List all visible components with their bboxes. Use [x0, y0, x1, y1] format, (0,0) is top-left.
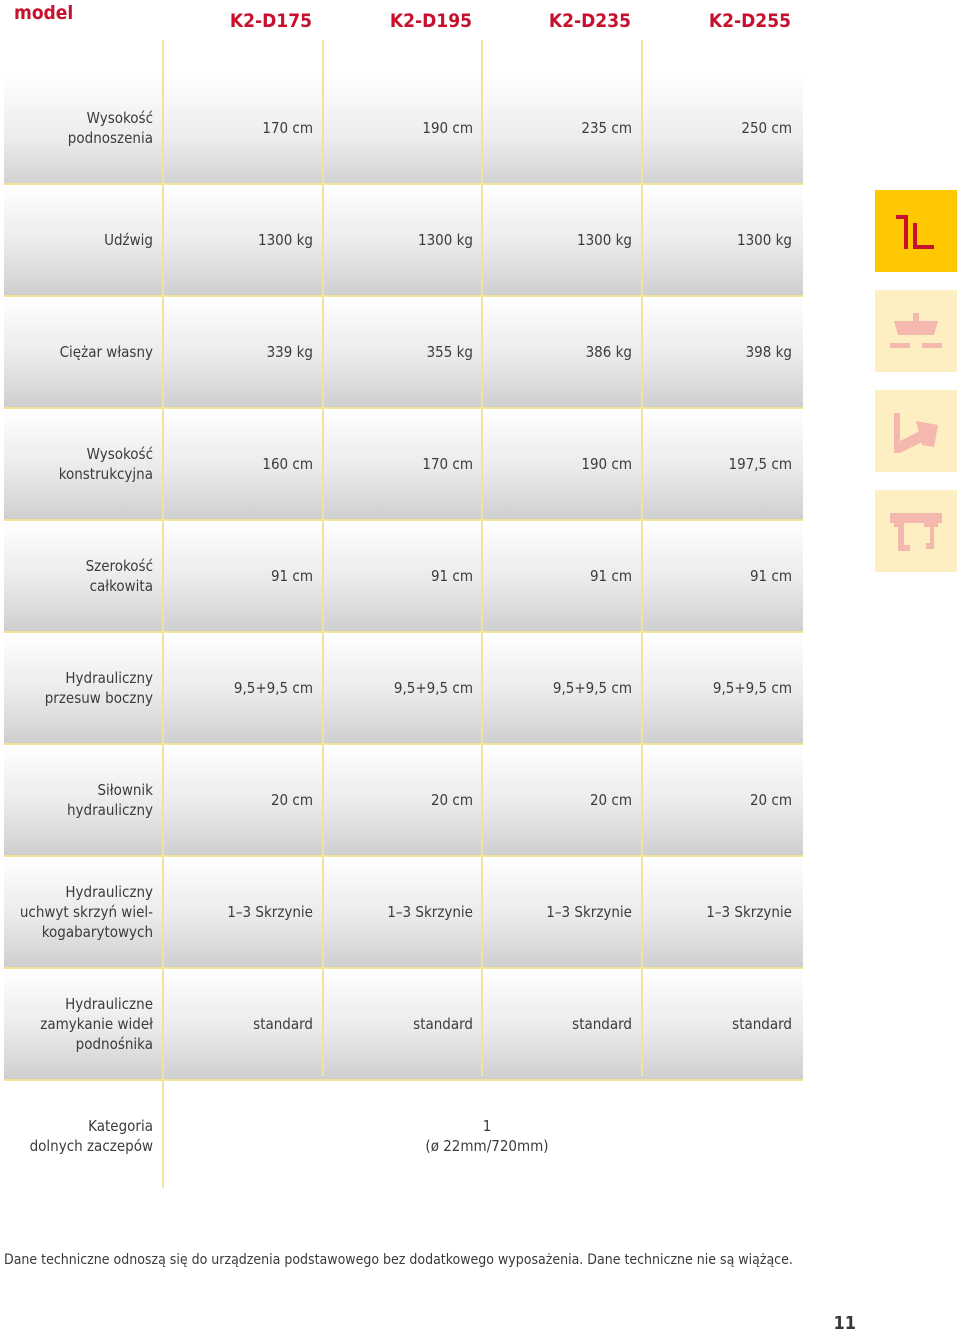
- row-value: 355 kg: [426, 343, 473, 361]
- row-value: 170 cm: [422, 455, 473, 473]
- tractor-lift-icon: [886, 201, 946, 261]
- row-value: 1300 kg: [576, 231, 632, 249]
- row-value: 9,5+9,5 cm: [393, 679, 473, 697]
- column-divider: [481, 40, 483, 1076]
- spec-row-lift-height: [4, 73, 803, 185]
- row-label: Wysokość konstrukcyjna: [58, 445, 153, 483]
- row-value: 91 cm: [749, 567, 792, 585]
- model-header-k2-d235: K2-D235: [548, 10, 631, 32]
- row-label: Wysokość podnoszenia: [67, 109, 153, 147]
- row-value: 91 cm: [270, 567, 313, 585]
- page-number: 11: [833, 1313, 856, 1334]
- row-value: 190 cm: [422, 119, 473, 137]
- row-value: 235 cm: [581, 119, 632, 137]
- row-value: standard: [413, 1015, 473, 1033]
- row-value: 190 cm: [581, 455, 632, 473]
- column-divider: [641, 40, 643, 1076]
- spec-row-own-weight: [4, 297, 803, 409]
- row-value: standard: [572, 1015, 632, 1033]
- column-divider: [322, 40, 324, 1076]
- row-label: Hydrauliczny uchwyt skrzyń wiel- kogabarytowych: [19, 883, 153, 941]
- row-value: 20 cm: [749, 791, 792, 809]
- spec-row-fork-locking: [4, 969, 803, 1081]
- row-label: Udźwig: [104, 231, 153, 249]
- bale-grab-icon: [886, 501, 946, 561]
- row-value: 339 kg: [266, 343, 313, 361]
- spec-row-side-shift: [4, 633, 803, 745]
- box-clamp-icon: [886, 401, 946, 461]
- spec-row-construction-height: [4, 409, 803, 521]
- row-value: 160 cm: [262, 455, 313, 473]
- row-value: 1300 kg: [417, 231, 473, 249]
- model-header-k2-d255: K2-D255: [708, 10, 791, 32]
- row-value: 9,5+9,5 cm: [552, 679, 632, 697]
- spec-row-hydraulic-cylinder: [4, 745, 803, 857]
- pallet-fork-icon: [886, 301, 946, 361]
- row-value: 91 cm: [589, 567, 632, 585]
- side-tab-box-clamp[interactable]: [875, 390, 957, 472]
- row-value: 1–3 Skrzynie: [546, 903, 632, 921]
- spec-row-capacity: [4, 185, 803, 297]
- row-label: Ciężar własny: [59, 343, 153, 361]
- row-value: 1300 kg: [257, 231, 313, 249]
- row-value: 1–3 Skrzynie: [706, 903, 792, 921]
- footnote: Dane techniczne odnoszą się do urządzenia podstawowego bez dodatkowego wyposażenia. Dane techniczne nie są wiążące.: [4, 1252, 793, 1268]
- row-label: Siłownik hydrauliczny: [66, 781, 153, 819]
- spec-row-hitch-category: [4, 1081, 803, 1191]
- row-value: 20 cm: [270, 791, 313, 809]
- row-value: 1–3 Skrzynie: [387, 903, 473, 921]
- row-value: 20 cm: [430, 791, 473, 809]
- row-value: 250 cm: [741, 119, 792, 137]
- side-tab-bale-grab[interactable]: [875, 490, 957, 572]
- row-value: 9,5+9,5 cm: [712, 679, 792, 697]
- row-label: Hydrauliczne zamykanie wideł podnośnika: [40, 995, 153, 1053]
- model-label: model: [14, 2, 74, 24]
- row-value: 20 cm: [589, 791, 632, 809]
- row-value: 1300 kg: [736, 231, 792, 249]
- row-value: 398 kg: [745, 343, 792, 361]
- spec-row-total-width: [4, 521, 803, 633]
- row-label: Szerokość całkowita: [85, 557, 153, 595]
- side-tab-pallet-fork[interactable]: [875, 290, 957, 372]
- row-value: 1–3 Skrzynie: [227, 903, 313, 921]
- row-value: standard: [253, 1015, 313, 1033]
- row-value: 1 (ø 22mm/720mm): [425, 1117, 549, 1155]
- row-label: Kategoria dolnych zaczepów: [29, 1117, 153, 1155]
- column-divider: [162, 40, 164, 1188]
- row-value: standard: [732, 1015, 792, 1033]
- row-value: 9,5+9,5 cm: [233, 679, 313, 697]
- spec-row-box-clamp: [4, 857, 803, 969]
- model-header-k2-d195: K2-D195: [389, 10, 472, 32]
- row-value: 91 cm: [430, 567, 473, 585]
- row-label: Hydrauliczny przesuw boczny: [44, 669, 153, 707]
- side-tab-tractor-lift[interactable]: [875, 190, 957, 272]
- model-header-k2-d175: K2-D175: [229, 10, 312, 32]
- row-value: 170 cm: [262, 119, 313, 137]
- row-value: 386 kg: [585, 343, 632, 361]
- row-value: 197,5 cm: [728, 455, 792, 473]
